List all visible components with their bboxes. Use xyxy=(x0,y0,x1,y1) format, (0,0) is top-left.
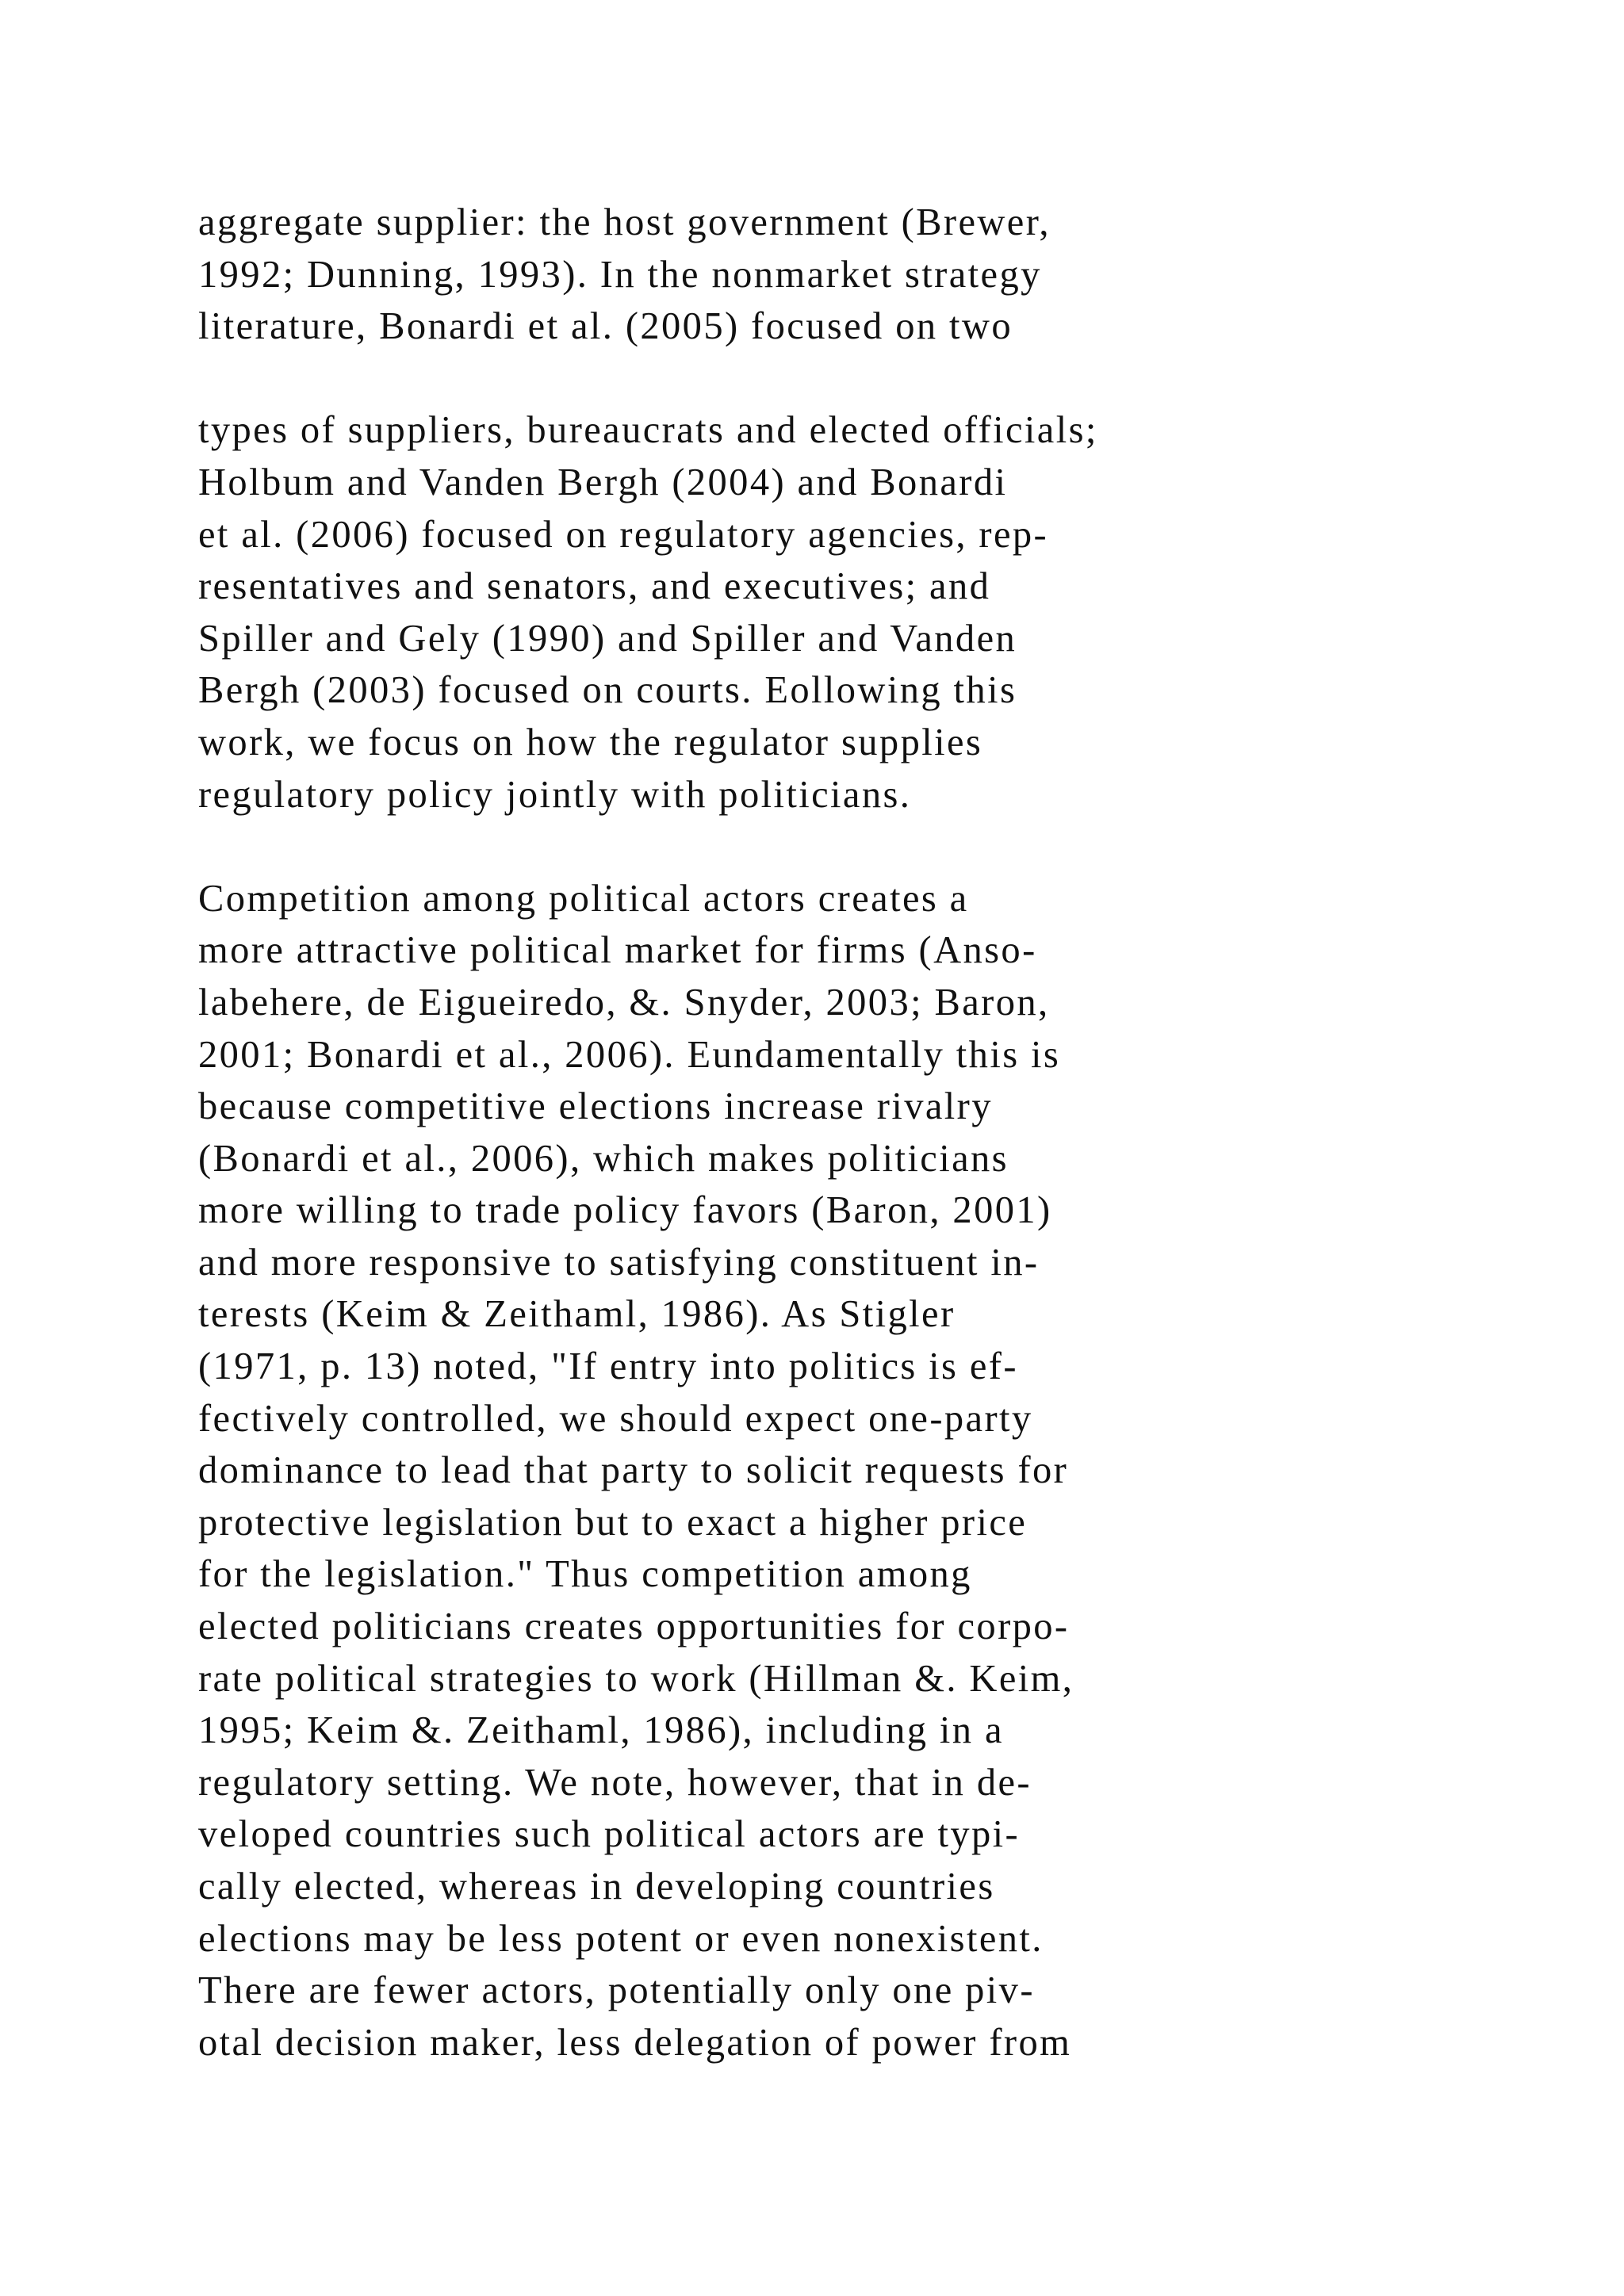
text-line: elected politicians creates opportunities for corpo- xyxy=(198,1605,1070,1648)
paragraph-3 xyxy=(198,873,1499,2069)
text-line: more willing to trade policy favors (Baron, 2001) xyxy=(198,1189,1052,1232)
text-line: resentatives and senators, and executives; and xyxy=(198,565,991,608)
text-line: elections may be less potent or even nonexistent. xyxy=(198,1917,1044,1960)
text-line: work, we focus on how the regulator supplies xyxy=(198,721,983,763)
text-line: literature, Bonardi et al. (2005) focused on two xyxy=(198,305,1013,348)
text-line: because competitive elections increase rivalry xyxy=(198,1085,993,1128)
text-line: more attractive political market for firms (Anso- xyxy=(198,929,1037,972)
text-line: otal decision maker, less delegation of power from xyxy=(198,2021,1072,2064)
text-line: types of suppliers, bureaucrats and elected officials; xyxy=(198,409,1098,452)
paragraph-2 xyxy=(198,404,1499,821)
paragraph-1 xyxy=(198,197,1499,353)
text-line: 1995; Keim &. Zeithaml, 1986), including in a xyxy=(198,1709,1004,1752)
text-line: veloped countries such political actors are typi- xyxy=(198,1813,1021,1856)
text-line: aggregate supplier: the host government (Brewer, xyxy=(198,201,1051,243)
text-line: regulatory policy jointly with politicians. xyxy=(198,773,912,816)
text-line: dominance to lead that party to solicit requests for xyxy=(198,1449,1069,1492)
text-line: Bergh (2003) focused on courts. Eollowing this xyxy=(198,669,1017,712)
text-line: regulatory setting. We note, however, that in de- xyxy=(198,1761,1032,1804)
text-line: et al. (2006) focused on regulatory agencies, rep- xyxy=(198,513,1049,556)
text-line: protective legislation but to exact a higher price xyxy=(198,1501,1028,1544)
text-line: terests (Keim & Zeithaml, 1986). As Stigler xyxy=(198,1293,956,1336)
text-line: fectively controlled, we should expect one-party xyxy=(198,1397,1033,1440)
text-line: (1971, p. 13) noted, "If entry into politics is ef- xyxy=(198,1345,1018,1388)
text-line: cally elected, whereas in developing countries xyxy=(198,1866,995,1908)
text-line: 1992; Dunning, 1993). In the nonmarket strategy xyxy=(198,253,1042,296)
text-line: Holbum and Vanden Bergh (2004) and Bonardi xyxy=(198,461,1008,503)
text-line: and more responsive to satisfying constituent in- xyxy=(198,1241,1040,1284)
text-line: rate political strategies to work (Hillman &. Keim, xyxy=(198,1657,1074,1700)
text-line: Competition among political actors creates a xyxy=(198,877,969,920)
text-line: (Bonardi et al., 2006), which makes politicians xyxy=(198,1137,1009,1180)
text-line: 2001; Bonardi et al., 2006). Eundamentally this is xyxy=(198,1033,1061,1076)
text-line: Spiller and Gely (1990) and Spiller and Vanden xyxy=(198,617,1017,660)
text-line: for the legislation." Thus competition among xyxy=(198,1553,972,1596)
text-line: labehere, de Eigueiredo, &. Snyder, 2003; Baron, xyxy=(198,981,1050,1024)
body-text xyxy=(198,197,1499,2068)
text-line: There are fewer actors, potentially only one piv- xyxy=(198,1969,1035,2012)
